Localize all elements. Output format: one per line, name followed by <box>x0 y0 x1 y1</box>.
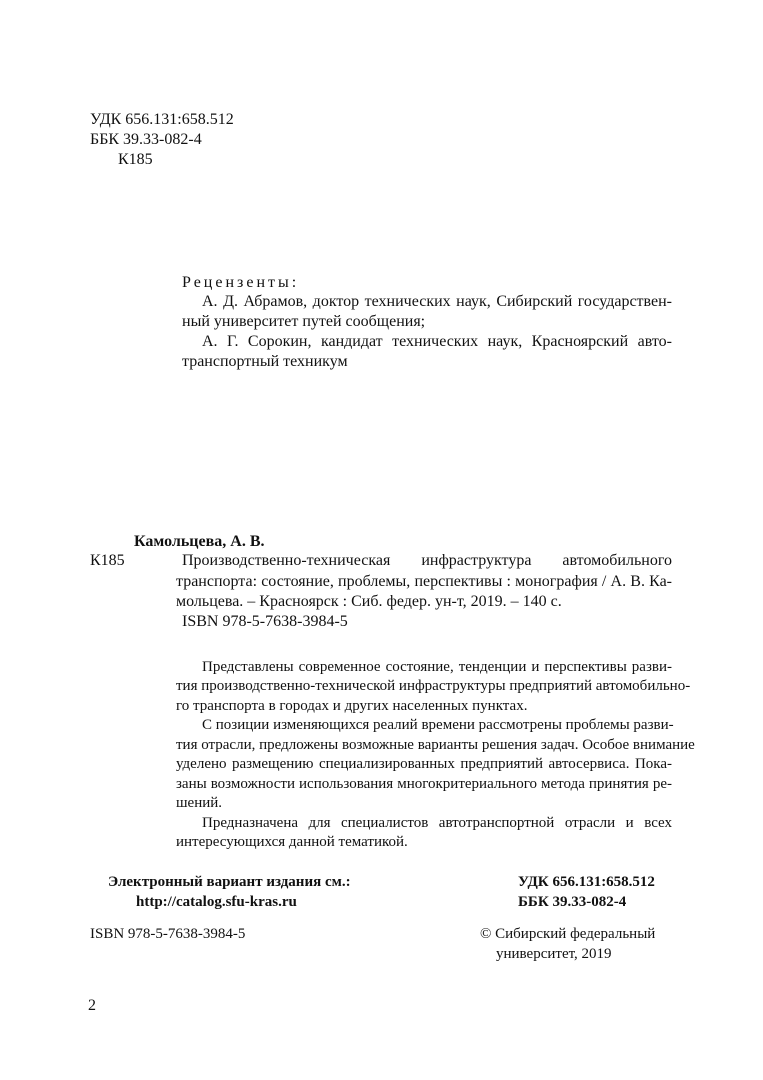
electronic-version-label: Электронный вариант издания см.: <box>108 874 351 890</box>
annotation-line: интересующихся данной тематикой. <box>176 834 408 850</box>
bib-line: мольцева. – Красноярск : Сиб. федер. ун-т, 2019. – 140 с. <box>176 593 562 610</box>
bbk-code: ББК 39.33-082-4 <box>90 131 202 148</box>
reviewer-line: транспортный техникум <box>182 353 348 370</box>
electronic-version-url[interactable]: http://catalog.sfu-kras.ru <box>136 894 297 910</box>
annotation-line: Предназначена для специалистов автотранспортной отрасли и всех <box>202 815 672 831</box>
annotation-line: уделено размещению специализированных предприятий автосервиса. Пока- <box>176 756 672 772</box>
bib-isbn: ISBN 978-5-7638-3984-5 <box>182 613 348 630</box>
bib-mark: К185 <box>90 552 125 569</box>
bib-line: транспорта: состояние, проблемы, перспективы : монография / А. В. Ка- <box>176 573 672 590</box>
reviewer-line: А. Г. Сорокин, кандидат технических наук, Красноярский авто- <box>202 333 672 350</box>
reviewer-line: А. Д. Абрамов, доктор технических наук, Сибирский государствен- <box>202 293 672 310</box>
udk-code: УДК 656.131:658.512 <box>90 111 234 128</box>
page-number: 2 <box>88 997 96 1014</box>
copyright-line: университет, 2019 <box>496 946 612 962</box>
annotation-line: тия отрасли, предложены возможные варианты решения задач. Особое внимание <box>176 737 695 753</box>
author-mark: К185 <box>118 151 153 168</box>
copyright-line: © Сибирский федеральный <box>480 926 656 942</box>
annotation-line: тия производственно-технической инфраструктуры предприятий автомобильно- <box>176 678 691 694</box>
annotation-line: го транспорта в городах и других населенных пунктах. <box>176 698 528 714</box>
reviewers-heading: Рецензенты: <box>182 274 300 291</box>
annotation-line: С позиции изменяющихся реалий времени рассмотрены проблемы разви- <box>202 717 674 733</box>
bib-author: Камольцева, А. В. <box>134 533 265 550</box>
footer-udk: УДК 656.131:658.512 <box>518 874 655 890</box>
annotation-line: шений. <box>176 795 223 811</box>
footer-bbk: ББК 39.33-082-4 <box>518 894 627 910</box>
footer-isbn: ISBN 978-5-7638-3984-5 <box>90 926 246 942</box>
reviewer-line: ный университет путей сообщения; <box>182 313 426 330</box>
annotation-line: заны возможности использования многокритериального метода принятия ре- <box>176 776 672 792</box>
bib-line: Производственно-техническая инфраструктура автомобильного <box>182 552 672 569</box>
annotation-line: Представлены современное состояние, тенденции и перспективы разви- <box>202 659 672 675</box>
